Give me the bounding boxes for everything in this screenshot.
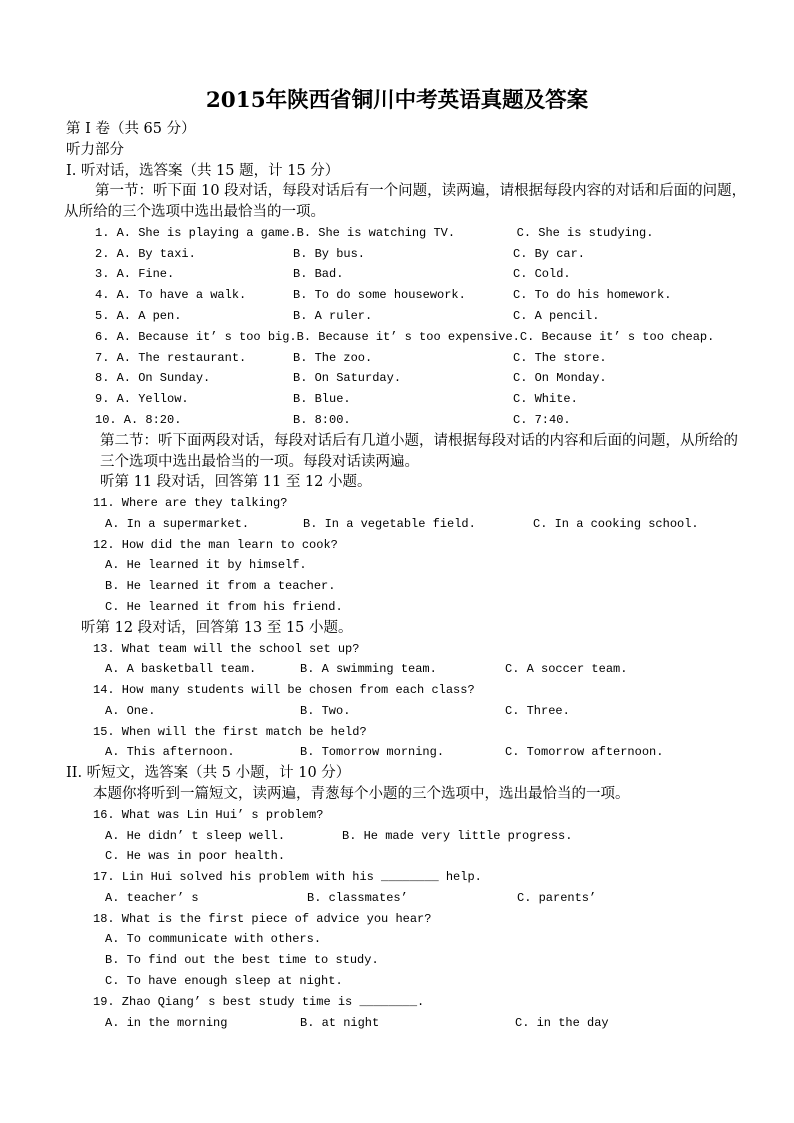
option-b: B. The zoo. <box>293 350 373 365</box>
line-text: 14. How many students will be chosen from each class? <box>93 683 475 698</box>
option-line <box>0 597 794 618</box>
question-text <box>0 639 794 660</box>
option-b: B. classmates’ <box>307 890 408 905</box>
option-c: C. Cold. <box>513 267 571 282</box>
document-body <box>0 119 794 1033</box>
option-a: A. One. <box>105 703 156 718</box>
line-text: B. To find out the best time to study. <box>105 953 379 968</box>
option-c: C. A pencil. <box>513 309 600 324</box>
line-text: 第二节：听下面两段对话，每段对话后有几道小题，请根据每段对话的内容和后面的问题，从所给的 <box>100 432 738 449</box>
options-row <box>0 244 794 265</box>
option-b: B. Because it’ s too expensive. <box>296 329 520 344</box>
option-c: C. On Monday. <box>513 371 607 386</box>
option-b: B. Tomorrow morning. <box>300 745 445 760</box>
options-row <box>0 223 794 244</box>
line-text: C. To have enough sleep at night. <box>105 974 343 989</box>
line-text: 11. Where are they talking? <box>93 496 288 511</box>
line-text: 19. Zhao Qiang’ s best study time is ________. <box>93 994 425 1009</box>
listen-instruction <box>0 472 794 493</box>
line-text: A. To communicate with others. <box>105 932 322 947</box>
option-c: C. To do his homework. <box>513 288 672 303</box>
options-row <box>0 742 794 763</box>
options-row <box>0 701 794 722</box>
question-and-option-a: 1. A. She is playing a game. <box>95 225 297 240</box>
option-a: A. teacher’ s <box>105 890 199 905</box>
section-heading <box>0 140 794 161</box>
line-text: 18. What is the first piece of advice you hear? <box>93 911 432 926</box>
option-c: C. 7:40. <box>513 412 571 427</box>
question-text <box>0 909 794 930</box>
option-b: B. Bad. <box>293 267 344 282</box>
instruction-paragraph <box>0 784 794 805</box>
options-row <box>0 1013 794 1034</box>
option-c: C. Because it’ s too cheap. <box>519 329 715 344</box>
option-c: C. A soccer team. <box>505 662 628 677</box>
option-b: B. A swimming team. <box>300 662 437 677</box>
question-text <box>0 722 794 743</box>
options-row <box>0 389 794 410</box>
option-c: C. Tomorrow afternoon. <box>505 745 664 760</box>
question-and-option-a: 10. A. 8:20. <box>95 412 182 427</box>
options-row <box>0 285 794 306</box>
options-row <box>0 410 794 431</box>
line-text: 17. Lin Hui solved his problem with his ________ help. <box>93 870 482 885</box>
instruction-paragraph <box>0 452 794 473</box>
option-line <box>0 929 794 950</box>
line-text: 听力部分 <box>66 141 124 158</box>
options-row <box>0 306 794 327</box>
option-b: B. 8:00. <box>293 412 351 427</box>
option-a: A. This afternoon. <box>105 745 235 760</box>
instruction-paragraph <box>0 181 794 202</box>
options-row <box>0 826 794 847</box>
option-a: A. In a supermarket. <box>105 516 250 531</box>
instruction-paragraph <box>0 431 794 452</box>
line-text: 听第 11 段对话，回答第 11 至 12 小题。 <box>100 474 372 491</box>
option-a: A. in the morning <box>105 1015 228 1030</box>
line-text: 16. What was Lin Hui’ s problem? <box>93 807 324 822</box>
option-b: B. On Saturday. <box>293 371 402 386</box>
line-text: A. He learned it by himself. <box>105 558 307 573</box>
question-text <box>0 680 794 701</box>
option-line <box>0 950 794 971</box>
line-text: 15. When will the first match be held? <box>93 724 367 739</box>
options-row <box>0 264 794 285</box>
line-text: 三个选项中选出最恰当的一项。每段对话读两遍。 <box>100 453 419 470</box>
question-and-option-a: 8. A. On Sunday. <box>95 371 211 386</box>
question-and-option-a: 3. A. Fine. <box>95 267 175 282</box>
question-text <box>0 805 794 826</box>
option-line <box>0 971 794 992</box>
option-b: B. He made very little progress. <box>342 828 573 843</box>
line-text: 第 I 卷（共 65 分） <box>66 121 196 137</box>
option-b: B. To do some housework. <box>293 288 466 303</box>
line-text: B. He learned it from a teacher. <box>105 579 336 594</box>
options-row <box>0 659 794 680</box>
question-text <box>0 992 794 1013</box>
option-b: B. Blue. <box>293 392 351 407</box>
option-b: B. By bus. <box>293 246 366 261</box>
question-and-option-a: 5. A. A pen. <box>95 309 182 324</box>
options-row <box>0 348 794 369</box>
option-b: B. She is watching TV. <box>296 225 456 240</box>
option-b: B. A ruler. <box>293 309 373 324</box>
question-and-option-a: 2. A. By taxi. <box>95 246 196 261</box>
question-text <box>0 867 794 888</box>
section-heading <box>0 161 794 182</box>
option-b: B. at night <box>300 1015 380 1030</box>
option-line <box>0 846 794 867</box>
options-row <box>0 368 794 389</box>
question-and-option-a: 6. A. Because it’ s too big. <box>95 329 297 344</box>
line-text: 13. What team will the school set up? <box>93 641 360 656</box>
line-text: I. 听对话，选答案（共 15 题，计 15 分） <box>66 162 340 179</box>
question-and-option-a: 4. A. To have a walk. <box>95 288 247 303</box>
option-c: C. The store. <box>513 350 607 365</box>
option-b: B. Two. <box>300 703 351 718</box>
option-c: C. By car. <box>513 246 586 261</box>
option-line <box>0 555 794 576</box>
question-and-option-a: 7. A. The restaurant. <box>95 350 247 365</box>
line-text: 听第 12 段对话，回答第 13 至 15 小题。 <box>81 619 353 636</box>
option-c: C. White. <box>513 392 578 407</box>
instruction-paragraph <box>0 202 794 223</box>
option-c: C. in the day <box>515 1015 609 1030</box>
option-c: C. Three. <box>505 703 570 718</box>
option-b: B. In a vegetable field. <box>303 516 476 531</box>
listen-instruction <box>0 618 794 639</box>
section-heading <box>0 119 794 140</box>
options-row <box>0 888 794 909</box>
option-c: C. parents’ <box>517 890 597 905</box>
question-text <box>0 535 794 556</box>
line-text: C. He was in poor health. <box>105 849 286 864</box>
line-text: 第一节：听下面 10 段对话，每段对话后有一个问题，读两遍，请根据每段内容的对话和后面的问题， <box>95 183 747 200</box>
option-c: C. She is studying. <box>516 225 654 240</box>
section-heading <box>0 763 794 784</box>
question-and-option-a: 9. A. Yellow. <box>95 392 189 407</box>
option-a: A. A basketball team. <box>105 662 257 677</box>
line-text: 12. How did the man learn to cook? <box>93 537 338 552</box>
line-text: C. He learned it from his friend. <box>105 599 343 614</box>
option-line <box>0 576 794 597</box>
option-c: C. In a cooking school. <box>533 516 699 531</box>
option-a: A. He didn’ t sleep well. <box>105 828 286 843</box>
line-text: II. 听短文，选答案（共 5 小题，计 10 分） <box>66 765 351 782</box>
line-text: 从所给的三个选项中选出最恰当的一项。 <box>64 204 325 221</box>
options-row <box>0 327 794 348</box>
line-text: 本题你将听到一篇短文，读两遍，青葱每个小题的三个选项中，选出最恰当的一项。 <box>93 786 630 802</box>
options-row <box>0 514 794 535</box>
question-text <box>0 493 794 514</box>
page-title: 2015年陕西省铜川中考英语真题及答案 <box>205 88 589 113</box>
